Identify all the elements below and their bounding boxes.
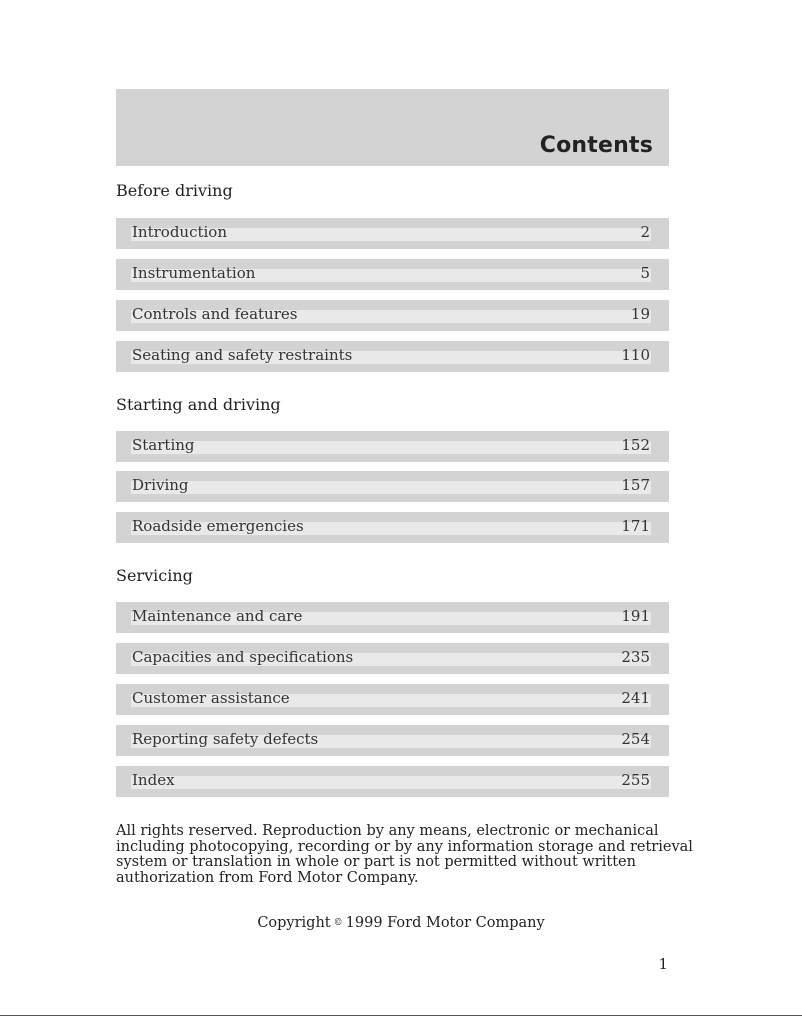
- toc-entry-instrumentation[interactable]: [116, 259, 669, 290]
- page-number: 1: [658, 955, 668, 973]
- toc-entry-label: Starting: [132, 436, 195, 454]
- toc-entry-label: Introduction: [132, 223, 227, 241]
- toc-entry-label: Controls and features: [132, 305, 298, 323]
- toc-entry-index[interactable]: [116, 766, 669, 797]
- toc-entry-page: 152: [621, 436, 650, 454]
- copyright-line: [0, 915, 802, 931]
- toc-entry-label: Reporting safety defects: [132, 730, 319, 748]
- rights-line: authorization from Ford Motor Company.: [116, 869, 419, 886]
- toc-entry-label: Index: [132, 771, 175, 789]
- toc-entry-introduction[interactable]: [116, 218, 669, 249]
- toc-entry-page: 157: [621, 476, 650, 494]
- toc-entry-page: 255: [621, 771, 650, 789]
- toc-entry-label: Seating and safety restraints: [132, 346, 353, 364]
- toc-entry-seating-and-safety-restraints[interactable]: [116, 341, 669, 372]
- toc-entry-label: Roadside emergencies: [132, 517, 304, 535]
- toc-entry-controls-and-features[interactable]: [116, 300, 669, 331]
- toc-entry-roadside-emergencies[interactable]: [116, 512, 669, 543]
- toc-entry-label: Maintenance and care: [132, 607, 303, 625]
- rights-reserved-notice: [116, 823, 693, 886]
- toc-entry-page: 171: [621, 517, 650, 535]
- section-title-before-driving: Before driving: [116, 181, 233, 200]
- section-title-starting-and-driving: Starting and driving: [116, 395, 281, 414]
- copyright-symbol: ©: [333, 918, 343, 928]
- rights-line: All rights reserved. Reproduction by any means, electronic or mechanical: [116, 823, 659, 839]
- copyright-suffix: 1999 Ford Motor Company: [345, 915, 545, 931]
- toc-entry-customer-assistance[interactable]: [116, 684, 669, 715]
- toc-entry-page: 5: [640, 264, 650, 282]
- toc-entry-label: Customer assistance: [132, 689, 290, 707]
- page-title: Contents: [539, 133, 653, 158]
- page-bottom-divider: [0, 1015, 802, 1016]
- toc-entry-starting[interactable]: [116, 431, 669, 462]
- toc-entry-page: 2: [640, 223, 650, 241]
- toc-entry-driving[interactable]: [116, 471, 669, 502]
- section-title-servicing: Servicing: [116, 566, 193, 585]
- toc-entry-maintenance-and-care[interactable]: [116, 602, 669, 633]
- toc-entry-page: 191: [621, 607, 650, 625]
- toc-entry-page: 241: [621, 689, 650, 707]
- toc-entry-label: Instrumentation: [132, 264, 256, 282]
- toc-entry-capacities-and-specifications[interactable]: [116, 643, 669, 674]
- toc-entry-label: Driving: [132, 476, 189, 494]
- copyright-prefix: Copyright: [257, 915, 331, 931]
- toc-entry-page: 254: [621, 730, 650, 748]
- contents-header-band: [116, 89, 669, 166]
- toc-entry-reporting-safety-defects[interactable]: [116, 725, 669, 756]
- toc-entry-page: 110: [621, 346, 650, 364]
- toc-entry-label: Capacities and specifications: [132, 648, 354, 666]
- rights-line: system or translation in whole or part is not permitted without written: [116, 854, 636, 870]
- rights-line: including photocopying, recording or by any information storage and retrieval: [116, 838, 693, 855]
- toc-entry-page: 19: [630, 305, 650, 323]
- toc-entry-page: 235: [621, 648, 650, 666]
